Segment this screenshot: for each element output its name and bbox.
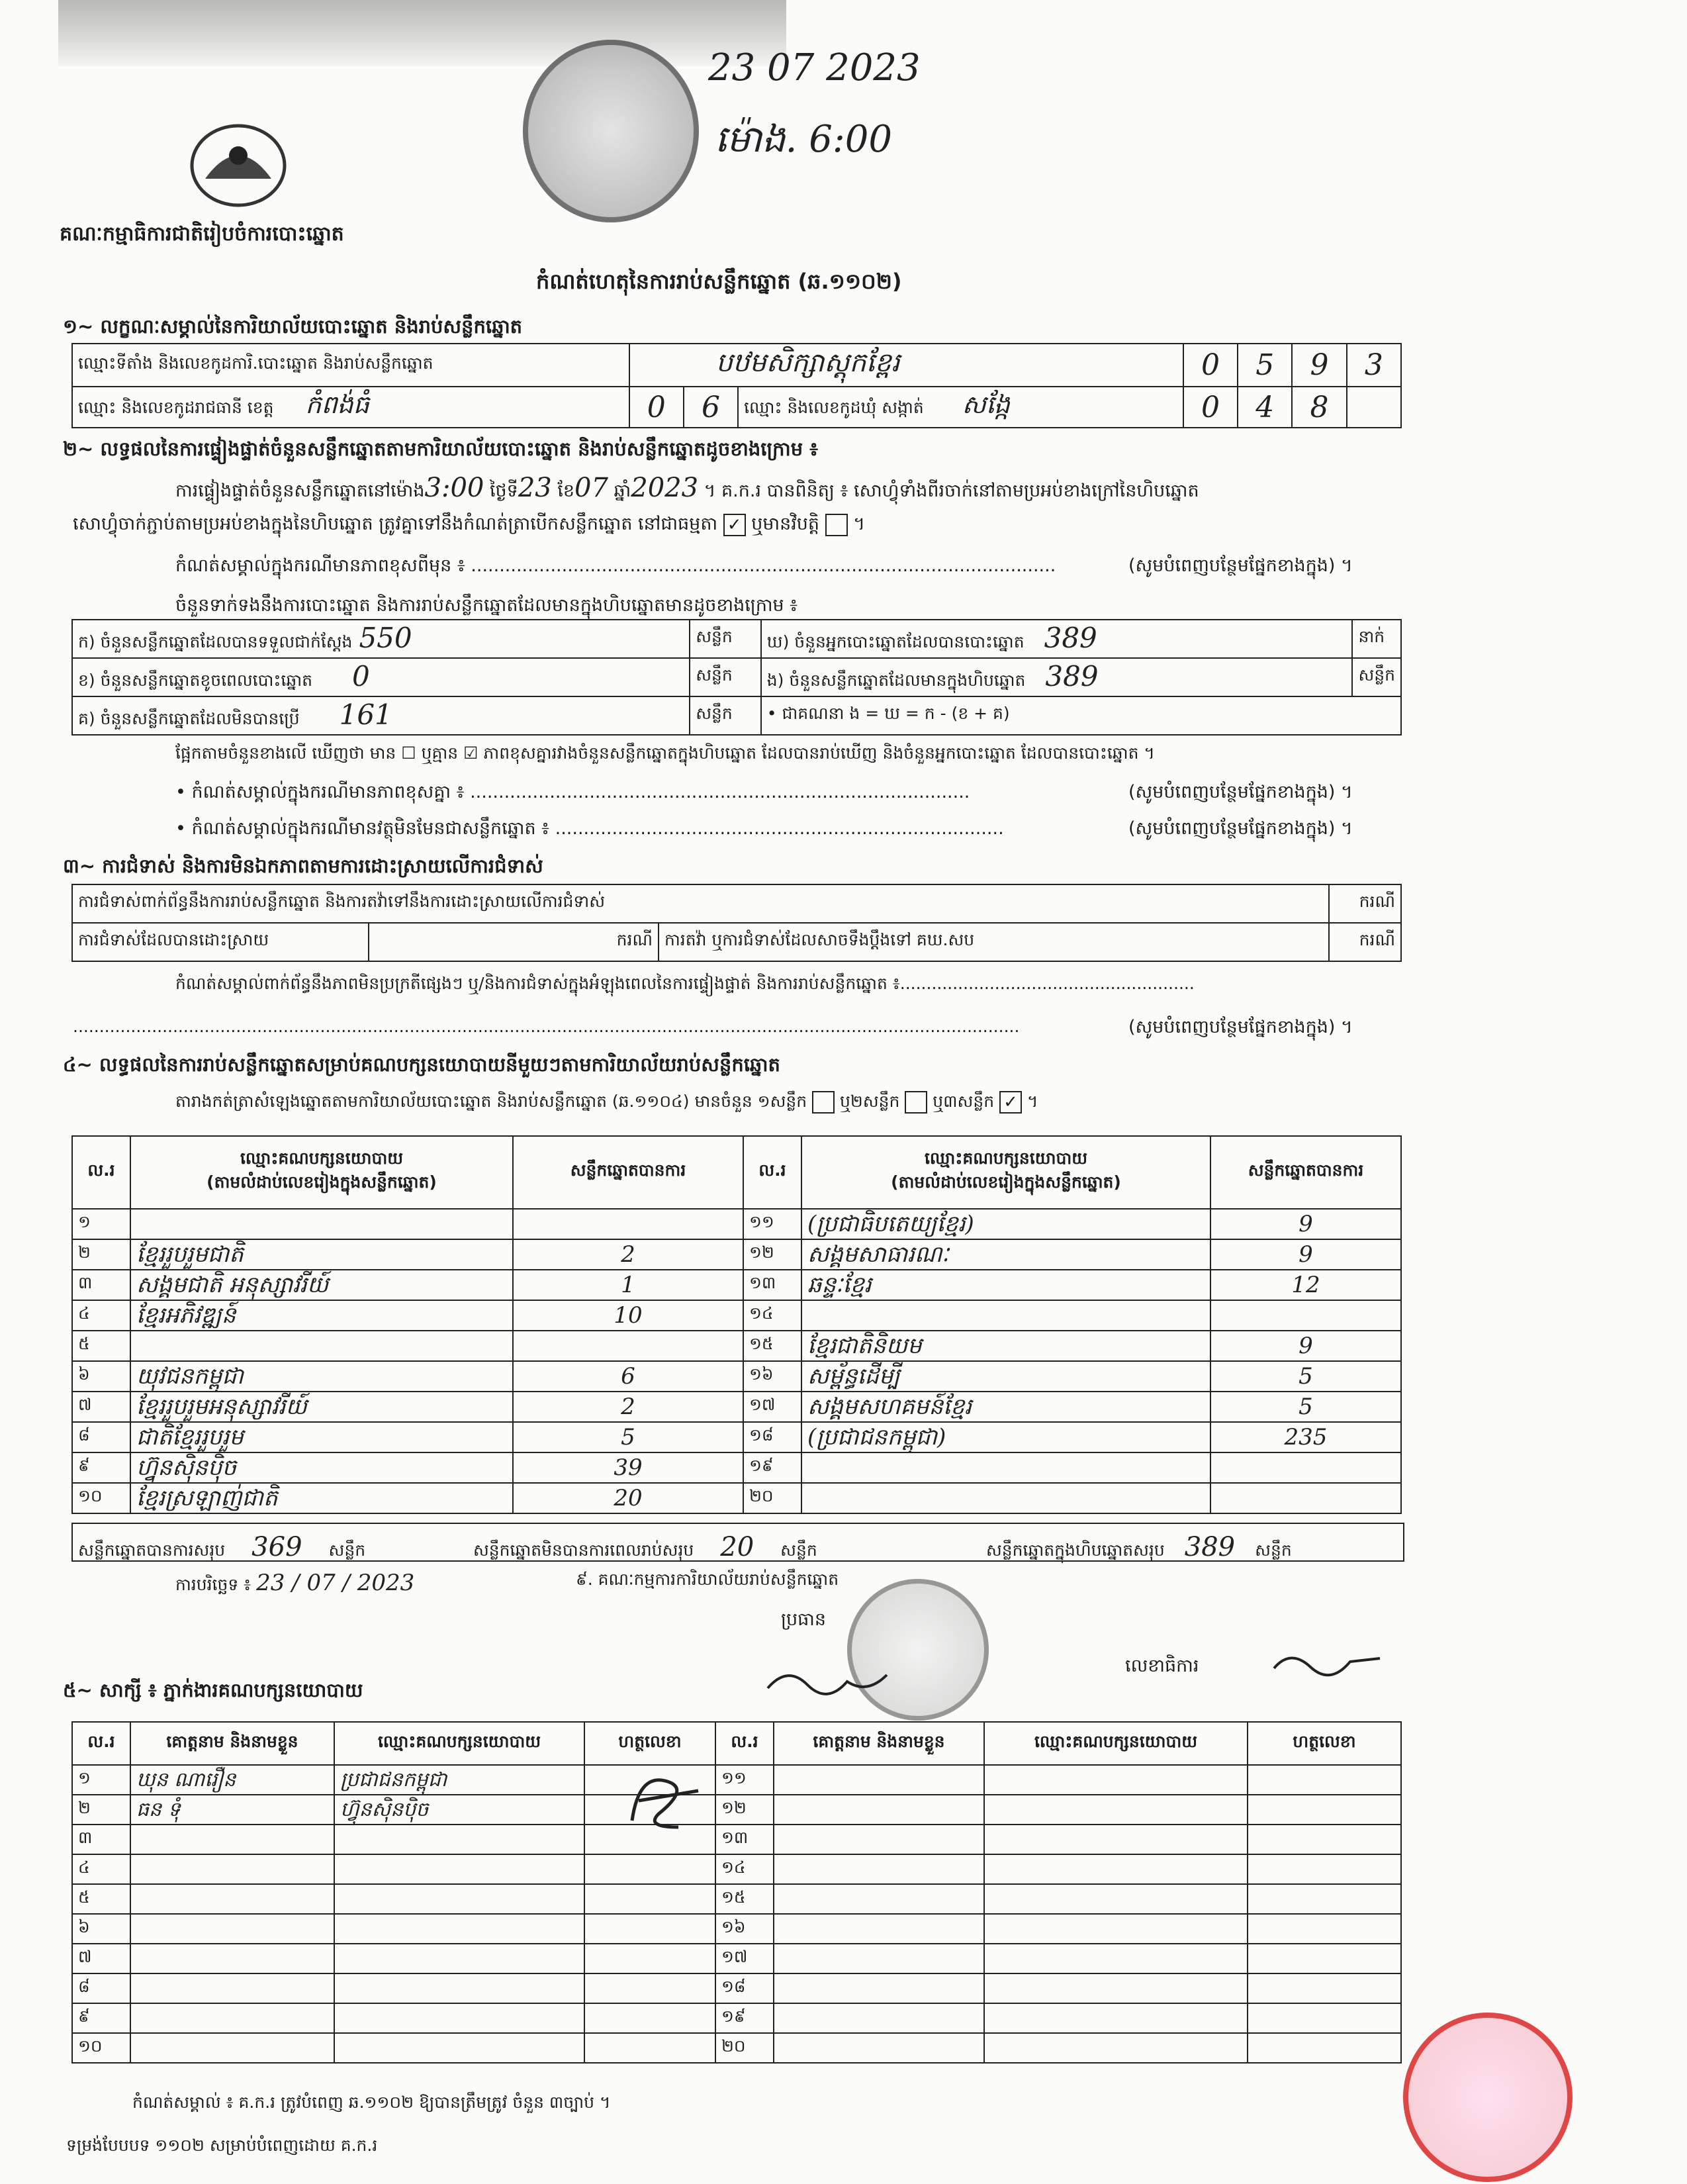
- witness-party: [984, 2033, 1248, 2063]
- section1-table: [71, 343, 1402, 428]
- party-no: ៨: [72, 1422, 130, 1452]
- party-votes: [513, 1331, 743, 1361]
- party-votes: 5: [513, 1422, 743, 1452]
- witness-party: [334, 1884, 584, 1914]
- witness-no: ១៤: [715, 1854, 774, 1884]
- witness-no: ៩: [72, 2003, 130, 2033]
- total-valid-label: សន្លឹកឆ្នោតបានការសរុប: [78, 1541, 226, 1560]
- party-name: [801, 1483, 1210, 1513]
- party-no: ១៤: [743, 1300, 801, 1331]
- problem-checkbox[interactable]: [825, 514, 848, 536]
- witness-no: ៣: [72, 1825, 130, 1854]
- witness-name: [774, 1973, 984, 2003]
- location-code-digit: 9: [1292, 344, 1346, 387]
- table-row: [72, 1914, 1401, 1944]
- witness-party: [984, 1795, 1248, 1825]
- location-code-digit: 0: [1183, 344, 1238, 387]
- witness-no: ១៨: [715, 1973, 774, 2003]
- party-no: ១០: [72, 1483, 130, 1513]
- party-name: ខ្មែររួបរួមអនុស្សាវរីយ៍: [130, 1392, 513, 1422]
- witness-no: ១២: [715, 1795, 774, 1825]
- witness-party: [334, 1973, 584, 2003]
- witness-party: [984, 1825, 1248, 1854]
- table-row: [72, 1239, 1401, 1270]
- president-label: ប្រធាន: [781, 1609, 827, 1630]
- witness-name: [130, 1825, 334, 1854]
- count-unit: សន្លឹក: [690, 620, 761, 658]
- witness-signature: [1248, 1973, 1401, 2003]
- witness-party: [334, 1825, 584, 1854]
- witness-name: [774, 1944, 984, 1973]
- diff-line: ផ្អែកតាមចំនួនខាងលើ ឃើញថា មាន ☐ ឬគ្មាន ☑ ភាពខុសគ្នារវាងចំនួនសន្លឹកឆ្នោតក្នុងហិបឆ្នោត ដែលបានរាប់ឃើញ និងចំនួនអ្នកបោះឆ្នោត ដែលបានបោះឆ្នោត ។: [175, 743, 1155, 763]
- province-code-digit: 6: [684, 387, 738, 428]
- col-party-header-line: (តាមលំដាប់លេខរៀងក្នុងសន្លឹកឆ្នោត): [206, 1172, 437, 1192]
- party-votes: 235: [1210, 1422, 1401, 1452]
- witness-no: ១១: [715, 1765, 774, 1795]
- witness-name: ធន ទុំ: [130, 1795, 334, 1825]
- party-no: ១២: [743, 1239, 801, 1270]
- three-sheet-checkbox[interactable]: ✓: [999, 1091, 1022, 1114]
- witness-signature: [584, 2033, 715, 2063]
- witness-no: ៨: [72, 1973, 130, 2003]
- party-votes: [1210, 1452, 1401, 1483]
- w-col-name: គោត្តនាម និងនាមខ្លួន: [774, 1722, 984, 1765]
- party-name: (ប្រជាធិបតេយ្យខ្មែរ): [801, 1209, 1210, 1239]
- party-no: ២០: [743, 1483, 801, 1513]
- table-row: [72, 1361, 1401, 1392]
- section3-title: ៣~ ការជំទាស់ និងការមិនឯកភាពតាមការដោះស្រាយលើការជំទាស់: [63, 855, 543, 877]
- witness-party: [984, 1854, 1248, 1884]
- objection-table: [71, 884, 1402, 962]
- party-name: ខ្មែរស្រឡាញ់ជាតិ: [130, 1483, 513, 1513]
- object-note: • កំណត់សម្គាល់ក្នុងករណីមានវត្ថុមិនមែនជាសន្លឹកឆ្នោត ៖ ...............................................................................: [175, 818, 1004, 839]
- col-party-header-line: ឈ្មោះគណបក្សនយោបាយ: [924, 1149, 1088, 1168]
- party-no: ១៩: [743, 1452, 801, 1483]
- witness-party: ហ៊្វុនស៊ិនប៉ិច: [334, 1795, 584, 1825]
- objection-label: ការជំទាស់ពាក់ព័ន្ធនឹងការរាប់សន្លឹកឆ្នោត និងការតវ៉ាទៅនឹងការដោះស្រាយលើការជំទាស់: [72, 884, 1329, 923]
- party-name: [130, 1331, 513, 1361]
- col-no-header: ល.រ: [72, 1136, 130, 1209]
- location-value: បឋមសិក្សាស្តុកខ្ពែរ: [629, 344, 1183, 387]
- commune-code-digit: 4: [1238, 387, 1292, 428]
- form-reference: ទម្រង់បែបបទ ១១០២ សម្រាប់បំពេញដោយ គ.ក.រ: [66, 2136, 378, 2155]
- witness-no: ៦: [72, 1914, 130, 1944]
- witness-signature: [1248, 2033, 1401, 2063]
- org-name: គណៈកម្មាធិការជាតិរៀបចំការបោះឆ្នោត: [60, 222, 344, 246]
- party-no: ១៦: [743, 1361, 801, 1392]
- witness-no: ១: [72, 1765, 130, 1795]
- witness-name: [130, 2003, 334, 2033]
- counts-intro: ចំនួនទាក់ទងនឹងការបោះឆ្នោត និងការរាប់សន្លឹកឆ្នោតដែលមានក្នុងហិបឆ្នោតមានដូចខាងក្រោម ៖: [175, 595, 798, 616]
- party-votes: 1: [513, 1270, 743, 1300]
- total-invalid-value: 20: [720, 1532, 754, 1562]
- seal-check-text: ។: [853, 514, 866, 534]
- witness-party: ប្រជាជនកម្ពុជា: [334, 1765, 584, 1795]
- seal-check-line: [73, 513, 865, 536]
- section2-title: ២~ លទ្ធផលនៃការផ្ទៀងផ្ទាត់ចំនួនសន្លឹកឆ្នោតតាមការិយាល័យបោះឆ្នោត និងរាប់សន្លឹកឆ្នោតដូចខាងក្រោម ៖: [63, 438, 818, 460]
- diff-note: • កំណត់សម្គាល់ក្នុងករណីមានភាពខុសគ្នា ៖ ........................................................................................: [175, 782, 970, 802]
- form-title: កំណត់ហេតុនៃការរាប់សន្លឹកឆ្នោត (ឆ.១១០២): [536, 269, 902, 294]
- votes-table: [71, 1135, 1402, 1514]
- count-value: 550: [359, 622, 412, 654]
- party-name: (ប្រជាជនកម្ពុជា): [801, 1422, 1210, 1452]
- count-value: 389: [1045, 660, 1099, 692]
- table-row: [72, 1331, 1401, 1361]
- count-value: 0: [352, 660, 370, 692]
- party-no: ៥: [72, 1331, 130, 1361]
- party-name: ជាតិខ្មែររួបរួម: [130, 1422, 513, 1452]
- tally-text: ។: [1026, 1092, 1038, 1111]
- party-no: ៩: [72, 1452, 130, 1483]
- total-box-label: សន្លឹកឆ្នោតក្នុងហិបឆ្នោតសរុប: [986, 1541, 1165, 1560]
- committee-label: ៩. គណៈកម្មការការិយាល័យរាប់សន្លឹកឆ្នោត: [576, 1570, 839, 1589]
- tally-intro: [175, 1091, 1038, 1114]
- count-label: គ) ចំនួនសន្លឹកឆ្នោតដែលមិនបានប្រើ: [78, 709, 300, 728]
- witness-no: ១៩: [715, 2003, 774, 2033]
- commune-value: សង្កែ: [962, 390, 1011, 419]
- witness-name: ឃុន ណារឿន: [130, 1765, 334, 1795]
- objection-label: ការជំទាស់ដែលបានដោះស្រាយ: [72, 923, 369, 961]
- one-sheet-checkbox[interactable]: [812, 1091, 835, 1114]
- total-unit: សន្លឹក: [328, 1541, 366, 1560]
- witness-name: [774, 1854, 984, 1884]
- w-col-no: ល.រ: [72, 1722, 130, 1765]
- count-label: ក) ចំនួនសន្លឹកឆ្នោតដែលបានទទួលជាក់ស្តែង: [78, 632, 353, 651]
- witness-name: [774, 2033, 984, 2063]
- party-votes: 20: [513, 1483, 743, 1513]
- party-no: ២: [72, 1239, 130, 1270]
- col-party-header: [801, 1136, 1210, 1209]
- table-row: [72, 1270, 1401, 1300]
- witness-party: [334, 1854, 584, 1884]
- col-party-header-line: ឈ្មោះគណបក្សនយោបាយ: [240, 1149, 404, 1168]
- table-row: [72, 1422, 1401, 1452]
- table-row: [72, 1483, 1401, 1513]
- table-row: [72, 1825, 1401, 1854]
- party-name: សម្ព័ន្ធដើម្បី: [801, 1361, 1210, 1392]
- committee-seal: [523, 40, 699, 222]
- table-row: [72, 1884, 1401, 1914]
- witness-party: [334, 2033, 584, 2063]
- irregular-note-suffix: (សូមបំពេញបន្ថែមផ្នែកខាងក្នុង) ។: [1128, 1017, 1353, 1037]
- nec-red-stamp: [1403, 2013, 1573, 2182]
- irregular-note-line: ....................................................................................................................................................................................: [73, 1017, 1020, 1036]
- witness-signature: [584, 1944, 715, 1973]
- party-votes: [1210, 1300, 1401, 1331]
- party-name: សង្គមជាតិ អនុស្សាវរីយ៍: [130, 1270, 513, 1300]
- witness-name: [774, 1825, 984, 1854]
- party-votes: 39: [513, 1452, 743, 1483]
- witness-table: [71, 1721, 1402, 2064]
- witness-signature: [1248, 1795, 1401, 1825]
- footer-note: កំណត់សម្គាល់ ៖ គ.ក.រ ត្រូវបំពេញ ឆ.១១០២ ឱ្យបានត្រឹមត្រូវ ចំនួន ៣ច្បាប់ ។: [132, 2093, 611, 2112]
- table-row: [72, 2033, 1401, 2063]
- witness-signature-icon: [619, 1761, 711, 1840]
- witness-party: [984, 2003, 1248, 2033]
- note1-suffix: (សូមបំពេញបន្ថែមផ្នែកខាងក្នុង) ។: [1128, 555, 1353, 576]
- witness-signature: [1248, 1914, 1401, 1944]
- party-name: ខ្មែរអភិវឌ្ឍន៍: [130, 1300, 513, 1331]
- witness-no: ១០: [72, 2033, 130, 2063]
- verify-time: 3:00: [424, 473, 484, 503]
- count-label: ង) ចំនួនសន្លឹកឆ្នោតដែលមានក្នុងហិបឆ្នោត: [766, 671, 1026, 690]
- table-row: [72, 1209, 1401, 1239]
- witness-no: ៥: [72, 1884, 130, 1914]
- w-col-sign: ហត្ថលេខា: [1248, 1722, 1401, 1765]
- party-name: យុវជនកម្ពុជា: [130, 1361, 513, 1392]
- party-votes: 6: [513, 1361, 743, 1392]
- party-no: ៣: [72, 1270, 130, 1300]
- witness-signature: [1248, 1825, 1401, 1854]
- party-votes: 2: [513, 1239, 743, 1270]
- col-votes-header: សន្លឹកឆ្នោតបានការ: [513, 1136, 743, 1209]
- stamp-time: ម៉ោង. 6:00: [715, 118, 892, 161]
- secretary-signature-icon: [1271, 1642, 1383, 1682]
- count-label: ឃ) ចំនួនអ្នកបោះឆ្នោតដែលបានបោះឆ្នោត: [766, 632, 1025, 651]
- objection-case: ករណី: [1329, 923, 1401, 961]
- party-no: ១៥: [743, 1331, 801, 1361]
- party-votes: 5: [1210, 1361, 1401, 1392]
- party-name: ខ្មែរជាតិនិយម: [801, 1331, 1210, 1361]
- witness-party: [984, 1884, 1248, 1914]
- party-name: [801, 1452, 1210, 1483]
- scan-shadow: [58, 0, 786, 66]
- witness-no: ១៥: [715, 1884, 774, 1914]
- witness-name: [774, 1765, 984, 1795]
- witness-signature: [1248, 1884, 1401, 1914]
- two-sheet-checkbox[interactable]: [905, 1091, 927, 1114]
- sign-date: [175, 1569, 414, 1597]
- col-party-header-line: (តាមលំដាប់លេខរៀងក្នុងសន្លឹកឆ្នោត): [891, 1172, 1121, 1192]
- table-row: [72, 1392, 1401, 1422]
- witness-party: [984, 1765, 1248, 1795]
- verify-text: ការផ្ទៀងផ្ទាត់ចំនួនសន្លឹកឆ្នោតនៅម៉ោង: [175, 481, 425, 501]
- table-row: [72, 1973, 1401, 2003]
- count-unit: សន្លឹក: [690, 696, 761, 735]
- witness-signature: [1248, 2003, 1401, 2033]
- table-row: [72, 1765, 1401, 1795]
- stamp-date: 23 07 2023: [708, 46, 921, 89]
- formula: • ជាគណនា ង = ឃ = ក - (ខ + គ): [761, 696, 1401, 735]
- location-label: ឈ្មោះទីតាំង និងលេខកូដការិ.បោះឆ្នោត និងរាប់សន្លឹកឆ្នោត: [72, 344, 629, 387]
- location-code-digit: 5: [1238, 344, 1292, 387]
- witness-signature: [1248, 1765, 1401, 1795]
- total-box-cell: [986, 1531, 1292, 1564]
- witness-name: [130, 1914, 334, 1944]
- secretary-label: លេខាធិការ: [1125, 1656, 1199, 1676]
- party-votes: 2: [513, 1392, 743, 1422]
- total-box-value: 389: [1184, 1532, 1236, 1562]
- witness-no: ២: [72, 1795, 130, 1825]
- objection-case: ករណី: [369, 923, 659, 961]
- seal-check-text: ឬមានវិបត្តិ: [751, 514, 820, 534]
- w-col-no: ល.រ: [715, 1722, 774, 1765]
- party-votes: 5: [1210, 1392, 1401, 1422]
- note1: កំណត់សម្គាល់ក្នុងករណីមានភាពខុសពីមុន ៖ .......................................................................................................: [175, 555, 1056, 576]
- party-votes: 9: [1210, 1239, 1401, 1270]
- count-unit: សន្លឹក: [1352, 658, 1401, 696]
- w-col-party: ឈ្មោះគណបក្សនយោបាយ: [334, 1722, 584, 1765]
- verify-day: 23: [518, 473, 552, 503]
- party-name: ខ្មែរ​រួបរួមជាតិ: [130, 1239, 513, 1270]
- w-col-sign: ហត្ថលេខា: [584, 1722, 715, 1765]
- table-row: [72, 1452, 1401, 1483]
- tally-text: ឬ៣សន្លឹក: [933, 1092, 995, 1111]
- nec-logo-icon: [185, 119, 291, 212]
- party-name: សង្គមសាធារណៈ: [801, 1239, 1210, 1270]
- witness-name: [774, 2003, 984, 2033]
- total-unit: សន្លឹក: [1255, 1541, 1292, 1560]
- party-no: ៤: [72, 1300, 130, 1331]
- tally-text: តារាងកត់ត្រាសំឡេងឆ្នោតតាមការិយាល័យបោះឆ្នោត និងរាប់សន្លឹកឆ្នោត (ឆ.១១០៤) មានចំនួន ១សន្លឹក: [175, 1092, 807, 1111]
- witness-name: [774, 1914, 984, 1944]
- section5-title: ៥~ សាក្សី ៖ ភ្នាក់ងារគណបក្សនយោបាយ: [63, 1679, 363, 1701]
- diff-note-suffix: (សូមបំពេញបន្ថែមផ្នែកខាងក្នុង) ។: [1128, 782, 1353, 802]
- verify-text: ។ គ.ក.រ បានពិនិត្យ ៖ សោហ្វុំទាំងពីរចាក់នៅតាមប្រអប់ខាងក្រៅនៃហិបឆ្នោត: [704, 481, 1199, 501]
- verify-line: [175, 471, 1199, 504]
- witness-name: [774, 1795, 984, 1825]
- witness-no: ២០: [715, 2033, 774, 2063]
- witness-no: ១៧: [715, 1944, 774, 1973]
- party-no: ១: [72, 1209, 130, 1239]
- party-no: ១១: [743, 1209, 801, 1239]
- party-no: ៦: [72, 1361, 130, 1392]
- party-votes: [1210, 1483, 1401, 1513]
- table-row: [72, 1854, 1401, 1884]
- witness-party: [984, 1914, 1248, 1944]
- tally-text: ឬ២សន្លឹក: [840, 1092, 900, 1111]
- irregular-note: កំណត់សម្គាល់ពាក់ព័ន្ធនឹងភាពមិនប្រក្រតីផ្សេងៗ ឬ/និងការជំទាស់ក្នុងអំឡុងពេលនៃការផ្ទៀងផ្ទាត់ និងការរាប់សន្លឹកឆ្នោត ៖........................................................: [175, 974, 1195, 993]
- witness-signature: [584, 2003, 715, 2033]
- party-name: [130, 1209, 513, 1239]
- witness-name: [130, 1854, 334, 1884]
- president-signature-icon: [761, 1662, 893, 1701]
- witness-no: ៧: [72, 1944, 130, 1973]
- totals-row: [71, 1523, 1404, 1562]
- date-value: 23 / 07 / 2023: [256, 1570, 415, 1596]
- party-votes: 10: [513, 1300, 743, 1331]
- witness-name: [774, 1884, 984, 1914]
- party-votes: [513, 1209, 743, 1239]
- party-name: សង្គមសហគមន៍ខ្មែរ: [801, 1392, 1210, 1422]
- party-votes: 9: [1210, 1209, 1401, 1239]
- verify-text: ថ្ងៃទី: [489, 481, 518, 501]
- total-valid-cell: [78, 1531, 365, 1564]
- counts-table: [71, 619, 1402, 736]
- verify-text: ឆ្នាំ: [614, 481, 631, 501]
- table-row: [72, 1795, 1401, 1825]
- seal-check-text: សោហ្វុំចាក់ភ្ជាប់តាមប្រអប់ខាងក្នុងនៃហិបឆ្នោត ត្រូវគ្នាទៅនឹងកំណត់ត្រាបើកសន្លឹកឆ្នោត នៅជាធម្មតា: [73, 514, 718, 534]
- witness-party: [984, 1944, 1248, 1973]
- section1-title: ១~ លក្ខណៈសម្គាល់នៃការិយាល័យបោះឆ្នោត និងរាប់សន្លឹកឆ្នោត: [63, 315, 523, 338]
- witness-signature: [584, 1914, 715, 1944]
- witness-signature: [584, 1854, 715, 1884]
- w-col-party: ឈ្មោះគណបក្សនយោបាយ: [984, 1722, 1248, 1765]
- table-row: [72, 2003, 1401, 2033]
- count-value: 161: [339, 698, 392, 731]
- col-party-header: [130, 1136, 513, 1209]
- witness-name: [130, 1973, 334, 2003]
- party-no: ១៨: [743, 1422, 801, 1452]
- section4-title: ៤~ លទ្ធផលនៃការរាប់សន្លឹកឆ្នោតសម្រាប់គណបក្សនយោបាយនីមួយៗតាមការិយាល័យរាប់សន្លឹកឆ្នោត: [63, 1053, 780, 1076]
- verify-text: ខែ: [557, 481, 575, 501]
- total-invalid-cell: [473, 1531, 817, 1564]
- witness-party: [334, 2003, 584, 2033]
- witness-signature: [584, 1884, 715, 1914]
- table-row: [72, 1300, 1401, 1331]
- commune-label: ឈ្មោះ និងលេខកូដឃុំ សង្កាត់: [744, 398, 924, 417]
- party-name: ហ្វ៊ុនស៊ិនប៉ិច: [130, 1452, 513, 1483]
- witness-name: [130, 1884, 334, 1914]
- verify-month: 07: [574, 473, 608, 503]
- total-unit: សន្លឹក: [780, 1541, 817, 1560]
- objection-label: ការតវ៉ា ឬការជំទាស់ដែលសាចទឹងប្តឹងទៅ គឃ.សប: [659, 923, 1329, 961]
- commune-code-digit: 0: [1183, 387, 1238, 428]
- party-no: ១៣: [743, 1270, 801, 1300]
- witness-name: [130, 2033, 334, 2063]
- party-name: [801, 1300, 1210, 1331]
- witness-party: [984, 1973, 1248, 2003]
- count-label: ខ) ចំនួនសន្លឹកឆ្នោតខូចពេលបោះឆ្នោត: [78, 671, 313, 690]
- count-unit: នាក់: [1352, 620, 1401, 658]
- province-value: កំពង់ធំ: [305, 390, 369, 419]
- table-row: [72, 1944, 1401, 1973]
- witness-signature: [1248, 1944, 1401, 1973]
- province-code-digit: 0: [629, 387, 684, 428]
- party-votes: 12: [1210, 1270, 1401, 1300]
- date-label: ការបរិច្ឆេទ ៖: [175, 1575, 251, 1594]
- count-unit: សន្លឹក: [690, 658, 761, 696]
- count-a-cell: [72, 620, 690, 658]
- col-no-header: ល.រ: [743, 1136, 801, 1209]
- location-code-digit: 3: [1347, 344, 1401, 387]
- objection-case: ករណី: [1329, 884, 1401, 923]
- w-col-name: គោត្តនាម និងនាមខ្លួន: [130, 1722, 334, 1765]
- count-value: 389: [1044, 622, 1097, 654]
- witness-no: ១៣: [715, 1825, 774, 1854]
- witness-party: [334, 1914, 584, 1944]
- witness-party: [334, 1944, 584, 1973]
- total-invalid-label: សន្លឹកឆ្នោតមិនបានការពេលរាប់សរុប: [473, 1541, 694, 1560]
- verify-year: 2023: [631, 473, 699, 503]
- commune-code-digit: 8: [1292, 387, 1346, 428]
- witness-name: [130, 1944, 334, 1973]
- col-votes-header: សន្លឹកឆ្នោតបានការ: [1210, 1136, 1401, 1209]
- province-label: ឈ្មោះ និងលេខកូដរាជធានី ខេត្ត: [78, 398, 274, 417]
- witness-signature: [584, 1973, 715, 2003]
- object-note-suffix: (សូមបំពេញបន្ថែមផ្នែកខាងក្នុង) ។: [1128, 818, 1353, 839]
- total-valid-value: 369: [251, 1532, 302, 1562]
- witness-no: ៤: [72, 1854, 130, 1884]
- witness-no: ១៦: [715, 1914, 774, 1944]
- party-votes: 9: [1210, 1331, 1401, 1361]
- witness-signature: [1248, 1854, 1401, 1884]
- party-no: ១៧: [743, 1392, 801, 1422]
- party-no: ៧: [72, 1392, 130, 1422]
- province-cell: [72, 387, 629, 428]
- party-name: ឆន្ទៈខ្មែរ: [801, 1270, 1210, 1300]
- normal-checkbox[interactable]: ✓: [723, 514, 746, 536]
